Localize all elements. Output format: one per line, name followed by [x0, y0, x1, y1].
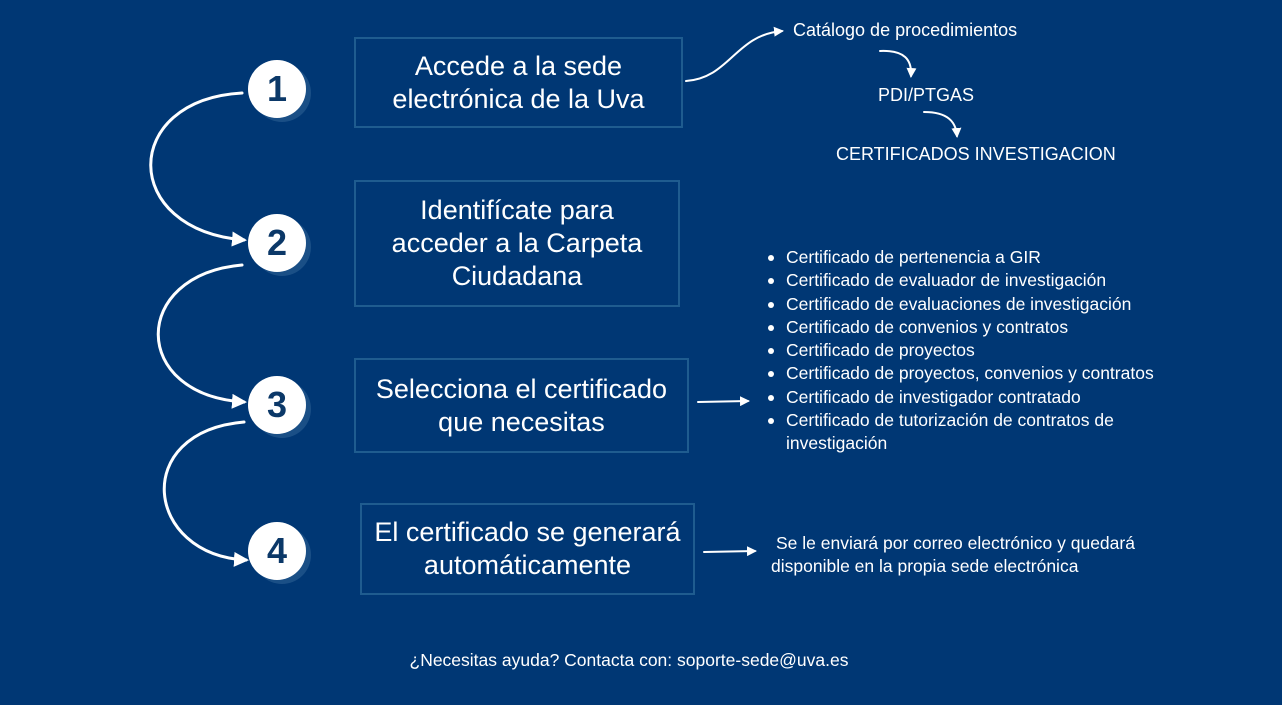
step-2-line-1: Identifícate para [420, 195, 614, 225]
step-number-3: 3 [248, 376, 306, 434]
help-text: ¿Necesitas ayuda? Contacta con: soporte-sede@uva.es [409, 650, 849, 670]
certificate-item: Certificado de evaluador de investigación [766, 269, 1166, 292]
arrow-3-to-4 [164, 422, 246, 560]
step-number-2: 2 [248, 214, 306, 272]
step-box-4 [360, 503, 695, 595]
path-pdi: PDI/PTGAS [878, 85, 975, 105]
step-4-line-1: El certificado se generará [374, 517, 681, 547]
arrow-1-to-2 [151, 93, 244, 240]
step-3-line-2: que necesitas [438, 406, 605, 437]
result-line-1: Se le enviará por correo electrónico y quedará [776, 533, 1135, 553]
step-2-line-2: acceder a la Carpeta [391, 228, 643, 258]
path-certificados: CERTIFICADOS INVESTIGACION [836, 144, 1116, 164]
arrow-to-catalog [686, 31, 782, 81]
step-number-4: 4 [248, 522, 306, 580]
step-2-line-3: Ciudadana [451, 261, 583, 291]
arrow-to-list [698, 401, 748, 402]
arrow-to-pdi [880, 51, 911, 76]
certificate-list [766, 246, 1166, 456]
step-box-3 [354, 358, 689, 453]
certificate-item: Certificado de proyectos, convenios y contratos [766, 362, 1166, 385]
path-catalog: Catálogo de procedimientos [793, 20, 1018, 40]
certificate-item: Certificado de tutorización de contratos de investigación [766, 409, 1166, 456]
step-box-1 [354, 37, 683, 128]
help-footer [0, 650, 1282, 671]
result-text [771, 532, 1191, 578]
step-1-line-2: electrónica de la Uva [392, 83, 645, 114]
step-number-1: 1 [248, 60, 306, 118]
arrow-to-certificados [924, 112, 957, 136]
result-line-2: disponible en la propia sede electrónica [771, 556, 1079, 576]
step-1-line-1: Accede a la sede [414, 50, 623, 81]
step-4-line-2: automáticamente [423, 550, 632, 580]
arrow-2-to-3 [158, 265, 244, 402]
certificate-item: Certificado de pertenencia a GIR [766, 246, 1166, 269]
certificate-item: Certificado de evaluaciones de investigación [766, 293, 1166, 316]
certificate-item: Certificado de convenios y contratos [766, 316, 1166, 339]
certificate-item: Certificado de proyectos [766, 339, 1166, 362]
certificate-item: Certificado de investigador contratado [766, 386, 1166, 409]
arrow-to-result [704, 551, 755, 552]
step-box-2 [354, 180, 680, 307]
step-3-line-1: Selecciona el certificado [375, 373, 668, 404]
